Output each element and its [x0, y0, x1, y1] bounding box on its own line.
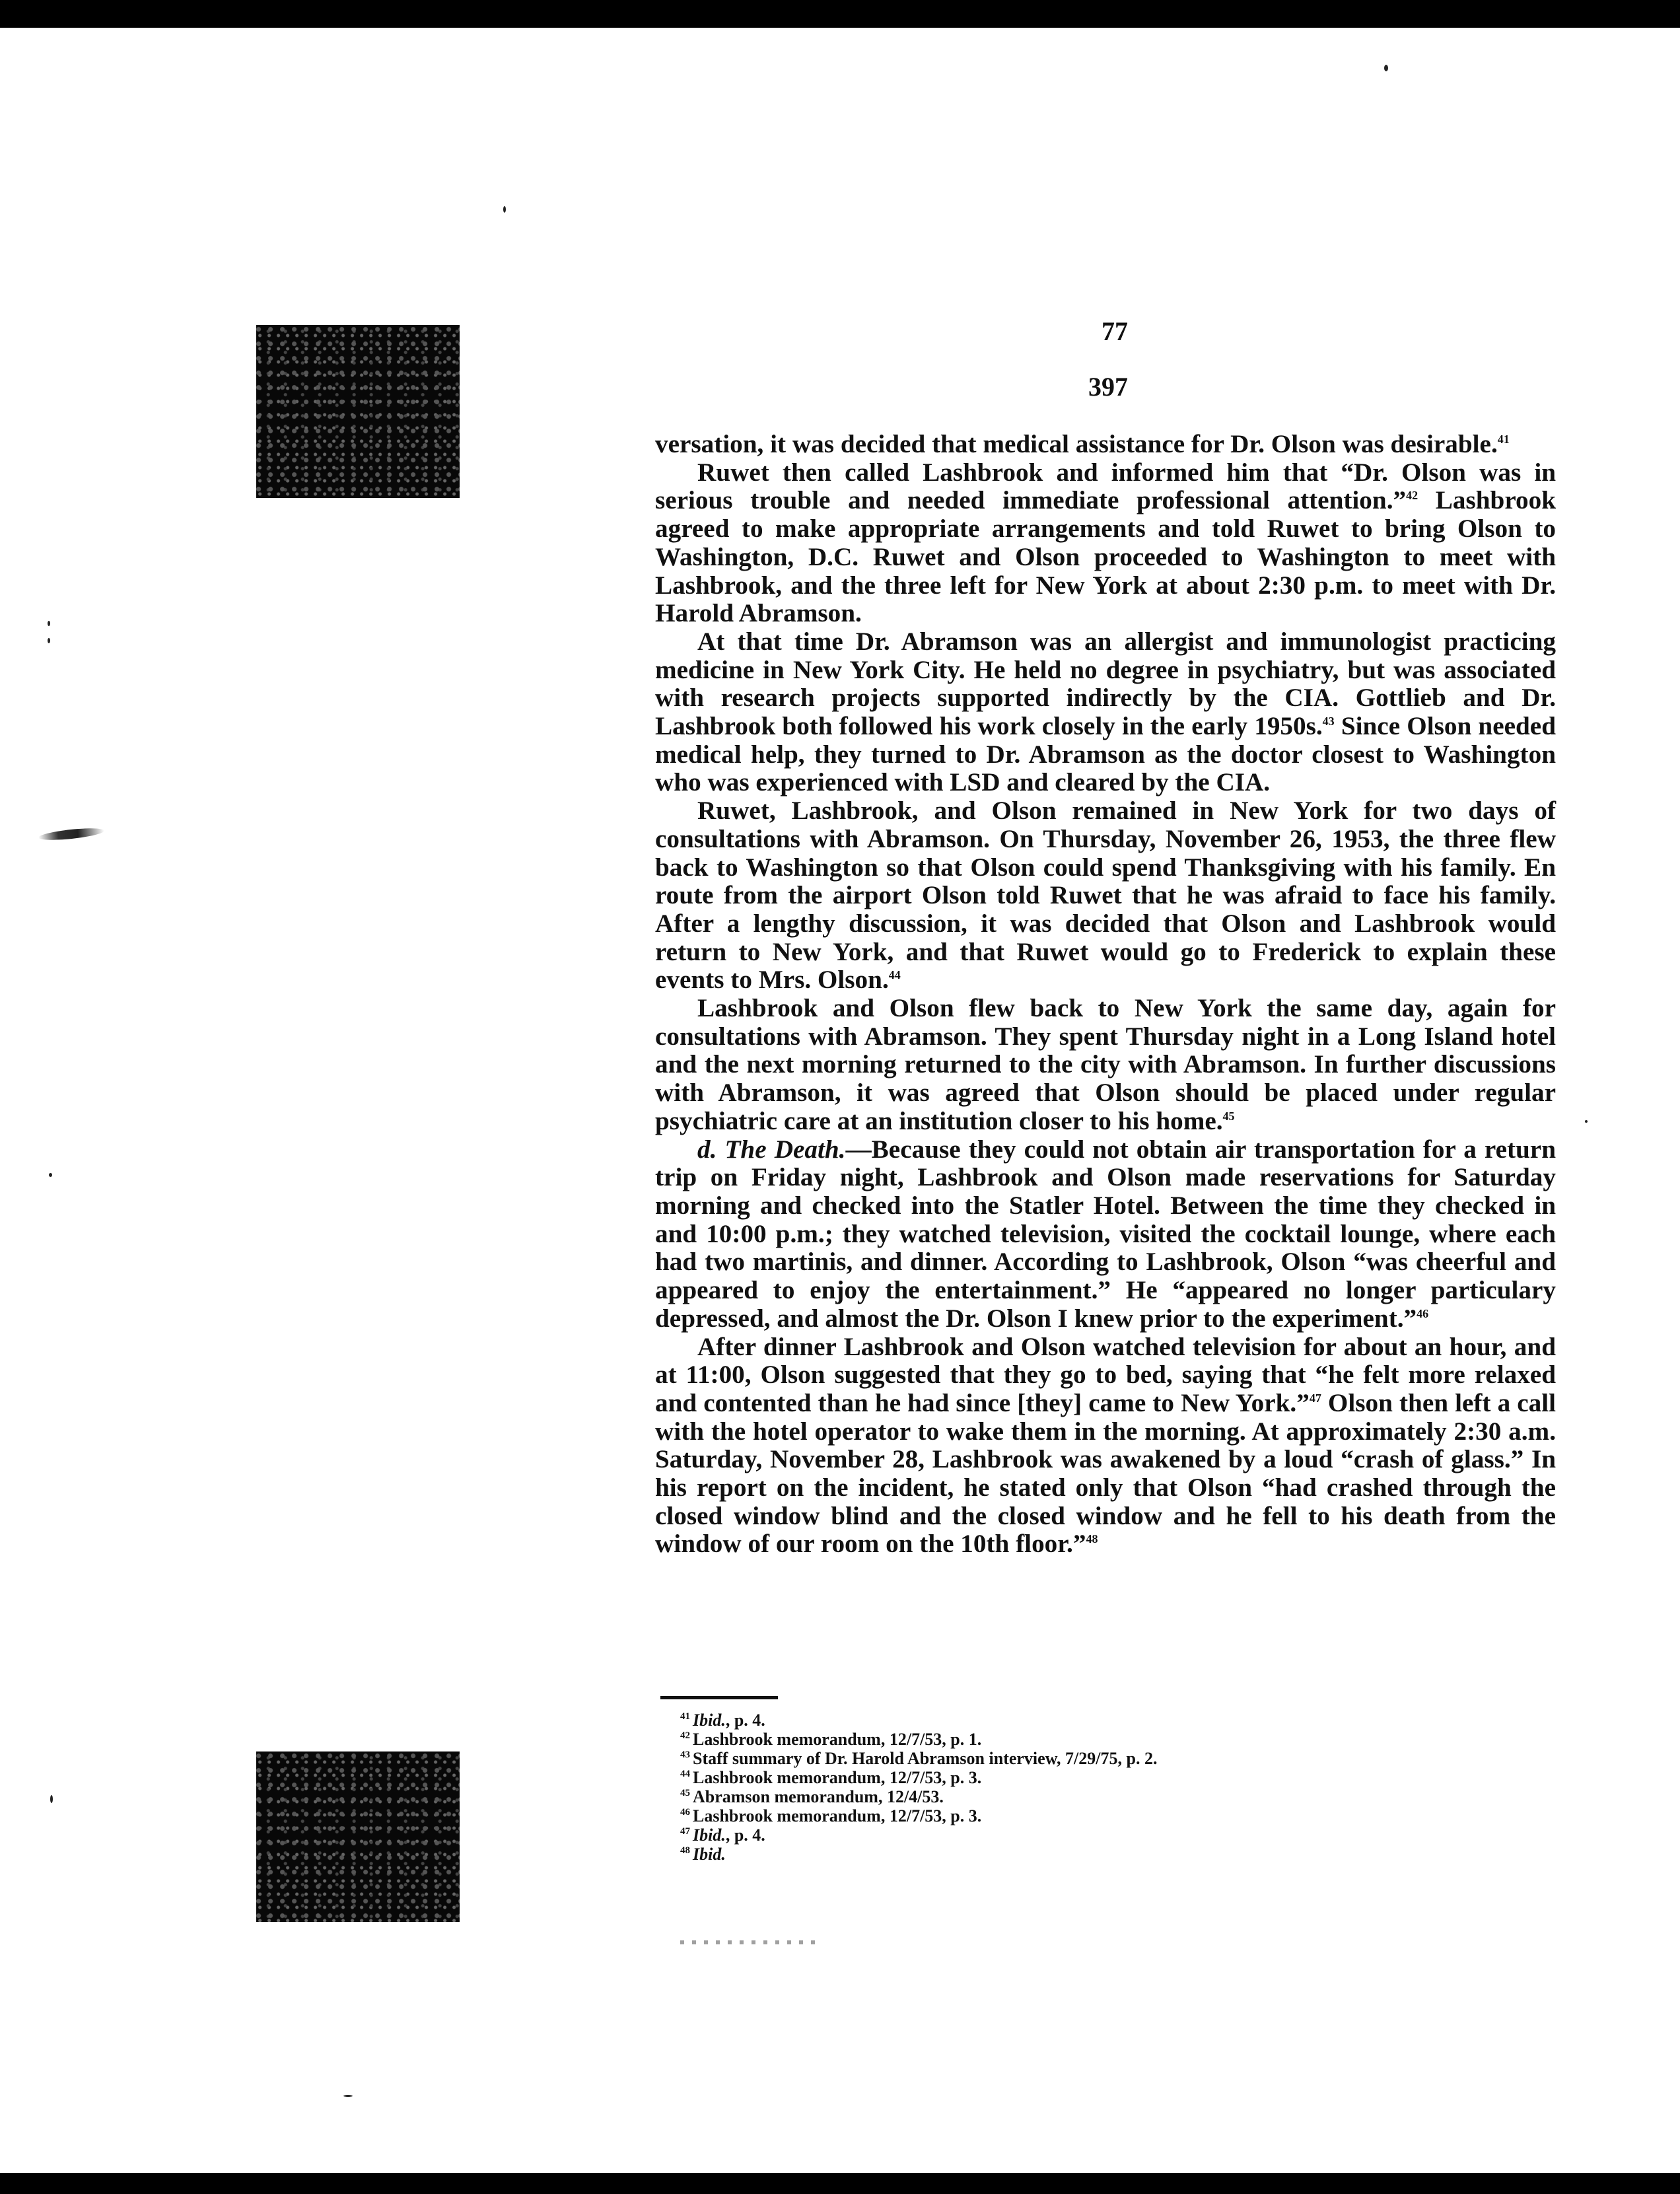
footnote-italic: Ibid.	[693, 1711, 726, 1730]
paragraph-7	[655, 1333, 1556, 1559]
footnote-number: 46	[680, 1807, 690, 1818]
footnote-number: 47	[680, 1826, 690, 1837]
paragraph-text: Olson then left a call with the hotel operator to wake them in the morning. At approximately 2:30 a.m. Saturday, November 28, Lashbrook was awakened by a loud “crash of glass.” In his report on the incident, he stated only that Olson “had crashed through the closed window blind and the closed window and he fell to his death from the window of our room on the 10th floor.”	[655, 1388, 1556, 1559]
paragraph-text: —Because they could not obtain air transportation for a return trip on Friday night, Lashbrook and Olson made reservations for Saturday morning and checked into the Statler Hotel. Between the time they checked in and 10:00 p.m.; they watched television, visited the cocktail lounge, where each had two martinis, and dinner. According to Lashbrook, Olson “was cheerful and appeared to enjoy the entertainment.” He “appeared no longer particulary depressed, and almost the Dr. Olson I knew prior to the experiment.”	[655, 1135, 1556, 1333]
paragraph-text: At that time Dr. Abramson was an allergist and immunologist practicing medicine in New York City. He held no degree in psychiatry, but was associated with research projects supported indirectly by the CIA. Gottlieb and Dr. Lashbrook both followed his work closely in the early 1950s.	[655, 627, 1556, 741]
footnote-ref: 47	[1309, 1391, 1321, 1405]
footnote-number: 45	[680, 1788, 690, 1799]
paragraph-text: Ruwet, Lashbrook, and Olson remained in New York for two days of consultations with Abramson. On Thursday, November 26, 1953, the three flew back to Washington so that Olson could spend Thanksgiving with his family. En route from the airport Olson told Ruwet that he was afraid to face his family. After a lengthy discussion, it was decided that Olson and Lashbrook would return to New York, and that Ruwet would go to Frederick to explain these events to Mrs. Olson.	[655, 796, 1556, 995]
footnote-number: 48	[680, 1845, 690, 1857]
scan-speck	[48, 621, 50, 626]
paragraph-text: After dinner Lashbrook and Olson watched television for about an hour, and at 11:00, Olson suggested that they go to bed, saying that “he felt more relaxed and contented than he had since [they] came to New York.”	[655, 1332, 1556, 1417]
footnote-text: Abramson memorandum, 12/4/53.	[693, 1787, 944, 1806]
paragraph-3	[655, 628, 1556, 797]
scan-speck	[1384, 65, 1388, 71]
footnote	[680, 1845, 1539, 1864]
scan-border-bottom	[0, 2173, 1680, 2194]
paragraph-5	[655, 995, 1556, 1136]
footnote-italic: Ibid.	[693, 1825, 726, 1845]
footnote-ref: 45	[1222, 1109, 1235, 1123]
scan-border-top	[0, 0, 1680, 28]
scan-speck	[1585, 1120, 1588, 1123]
page-number-top: 77	[1102, 316, 1128, 346]
paragraph-text: Lashbrook agreed to make appropriate arrangements and told Ruwet to bring Olson to Washington, D.C. Ruwet and Olson proceeded to Washington to meet with Lashbrook, and the three left for New York at about 2:30 p.m. to meet with Dr. Harold Abramson.	[655, 486, 1556, 628]
footnote-text: , p. 4.	[725, 1825, 765, 1845]
scan-speck	[48, 638, 50, 643]
footnote-ref: 41	[1497, 432, 1510, 446]
section-heading: d. The Death.	[697, 1135, 846, 1164]
scan-artifact-bottom	[256, 1752, 460, 1922]
footnote-ref: 48	[1086, 1532, 1098, 1546]
footnote-text: Staff summary of Dr. Harold Abramson interview, 7/29/75, p. 2.	[693, 1749, 1158, 1768]
footnote-number: 42	[680, 1730, 690, 1742]
footnote-text: Lashbrook memorandum, 12/7/53, p. 3.	[693, 1806, 982, 1825]
paragraph-2	[655, 459, 1556, 628]
footnote	[680, 1711, 1539, 1730]
body-text	[655, 431, 1556, 1559]
footnote	[680, 1749, 1539, 1768]
scan-speck	[343, 2095, 353, 2097]
paragraph-4	[655, 797, 1556, 995]
footnote	[680, 1806, 1539, 1825]
paragraph-text: versation, it was decided that medical assistance for Dr. Olson was desirable.	[655, 430, 1498, 458]
footnote-ref: 46	[1417, 1306, 1429, 1320]
footnote	[680, 1787, 1539, 1806]
paragraph-1	[655, 431, 1556, 459]
footnote	[680, 1825, 1539, 1845]
footnote-ref: 42	[1406, 489, 1418, 503]
footnote-text: Lashbrook memorandum, 12/7/53, p. 1.	[693, 1730, 982, 1749]
footnote-number: 43	[680, 1750, 690, 1761]
footnote	[680, 1730, 1539, 1749]
footnotes	[680, 1711, 1539, 1864]
page-number-bottom: 397	[1088, 372, 1128, 402]
paragraph-text: Since Olson needed medical help, they turned to Dr. Abramson as the doctor closest to Washington who was experienced with LSD and cleared by the CIA.	[655, 712, 1556, 797]
footnote-number: 44	[680, 1769, 690, 1780]
footnote-text: , p. 4.	[725, 1711, 765, 1730]
footnote-ref: 44	[888, 968, 901, 982]
scan-speck	[50, 1795, 53, 1803]
footnote-italic: Ibid.	[693, 1845, 726, 1864]
scan-speck	[503, 206, 506, 213]
scan-smudge	[38, 826, 105, 842]
paragraph-text: Lashbrook and Olson flew back to New York the same day, again for consultations with Abramson. They spent Thursday night in a Long Island hotel and the next morning returned to the city with Abramson. In further discussions with Abramson, it was agreed that Olson should be placed under regular psychiatric care at an institution closer to his home.	[655, 994, 1556, 1135]
paragraph-6	[655, 1136, 1556, 1333]
scan-speck	[49, 1173, 52, 1177]
scan-artifact-top	[256, 325, 460, 498]
footnote-text: Lashbrook memorandum, 12/7/53, p. 3.	[693, 1768, 982, 1787]
paragraph-text: Ruwet then called Lashbrook and informed him that “Dr. Olson was in serious trouble and needed immediate professional attention.”	[655, 458, 1556, 515]
footnote-ref: 43	[1322, 714, 1335, 728]
footnote-rule	[660, 1696, 778, 1699]
scan-faint-mark	[680, 1940, 819, 1944]
footnote	[680, 1768, 1539, 1787]
footnote-number: 41	[680, 1711, 690, 1722]
